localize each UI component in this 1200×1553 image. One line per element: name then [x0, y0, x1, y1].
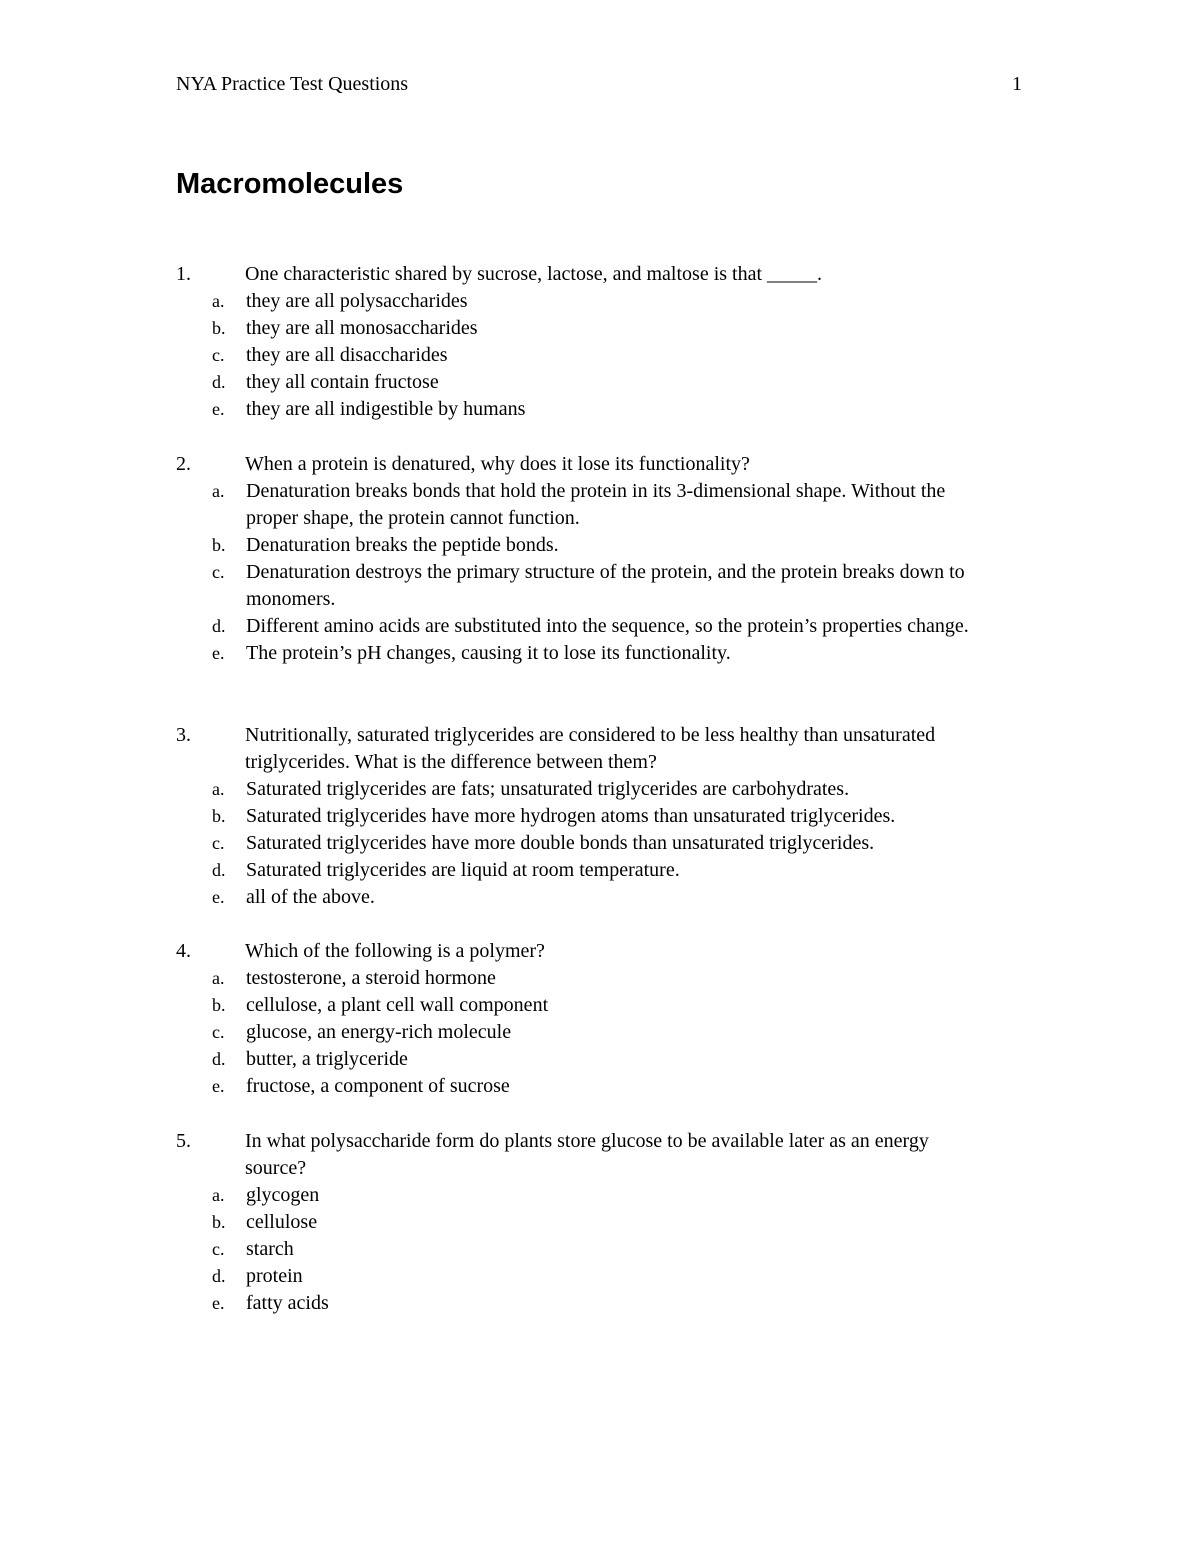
answer-option-d — [176, 857, 1036, 884]
question-text: Nutritionally, saturated triglycerides are considered to be less healthy than unsaturated triglycerides. What is the difference between them? — [245, 724, 936, 773]
question-stem — [176, 451, 1036, 478]
answer-option-b — [176, 1209, 1036, 1236]
answer-option-e — [176, 640, 1036, 667]
option-text: Saturated triglycerides have more double bonds than unsaturated triglycerides. — [246, 832, 875, 854]
option-text: Denaturation breaks the peptide bonds. — [246, 534, 559, 556]
option-letter: e. — [212, 399, 225, 419]
answer-option-d — [176, 1046, 1036, 1073]
option-text: they are all monosaccharides — [246, 317, 478, 339]
question-number: 5. — [176, 1130, 191, 1152]
option-letter: a. — [212, 291, 225, 311]
option-letter: d. — [212, 1049, 226, 1069]
answer-option-a — [176, 478, 1036, 532]
option-text: fructose, a component of sucrose — [246, 1075, 510, 1097]
question-2 — [176, 451, 1036, 667]
option-letter: a. — [212, 968, 225, 988]
question-4 — [176, 938, 1036, 1100]
answer-option-b — [176, 803, 1036, 830]
option-text: Saturated triglycerides have more hydrogen atoms than unsaturated triglycerides. — [246, 805, 896, 827]
question-number: 4. — [176, 940, 191, 962]
option-text: glycogen — [246, 1184, 320, 1206]
answer-option-b — [176, 532, 1036, 559]
question-5 — [176, 1128, 1036, 1317]
option-text: protein — [246, 1265, 303, 1287]
option-letter: d. — [212, 616, 226, 636]
option-letter: b. — [212, 806, 226, 826]
option-letter: b. — [212, 535, 226, 555]
answer-option-e — [176, 884, 1036, 911]
option-text: butter, a triglyceride — [246, 1048, 408, 1070]
option-text: cellulose, a plant cell wall component — [246, 994, 549, 1016]
option-text: Saturated triglycerides are liquid at room temperature. — [246, 859, 680, 881]
option-letter: a. — [212, 481, 225, 501]
option-text: they are all indigestible by humans — [246, 398, 526, 420]
question-1 — [176, 261, 1036, 423]
option-letter: d. — [212, 372, 226, 392]
section-title: Macromolecules — [176, 168, 404, 200]
option-letter: e. — [212, 1293, 225, 1313]
option-letter: c. — [212, 833, 225, 853]
answer-option-b — [176, 992, 1036, 1019]
question-number: 1. — [176, 263, 191, 285]
option-letter: a. — [212, 1185, 225, 1205]
option-letter: e. — [212, 887, 225, 907]
answer-option-b — [176, 315, 1036, 342]
option-text: starch — [246, 1238, 294, 1260]
answer-option-e — [176, 396, 1036, 423]
option-text: all of the above. — [246, 886, 375, 908]
answer-option-c — [176, 1236, 1036, 1263]
answer-option-d — [176, 613, 1036, 640]
answer-option-c — [176, 830, 1036, 857]
answer-option-c — [176, 559, 1036, 613]
option-text: they are all disaccharides — [246, 344, 448, 366]
question-text: In what polysaccharide form do plants store glucose to be available later as an energy source? — [245, 1130, 929, 1179]
option-text: testosterone, a steroid hormone — [246, 967, 496, 989]
option-letter: e. — [212, 643, 225, 663]
answer-option-e — [176, 1290, 1036, 1317]
option-text: glucose, an energy-rich molecule — [246, 1021, 512, 1043]
answer-option-c — [176, 1019, 1036, 1046]
option-text: Saturated triglycerides are fats; unsaturated triglycerides are carbohydrates. — [246, 778, 850, 800]
option-letter: c. — [212, 562, 225, 582]
option-letter: b. — [212, 995, 226, 1015]
page-header-title: NYA Practice Test Questions — [176, 73, 409, 95]
option-letter: b. — [212, 318, 226, 338]
option-text: cellulose — [246, 1211, 318, 1233]
option-text: fatty acids — [246, 1292, 329, 1314]
option-letter: c. — [212, 1022, 225, 1042]
page-number: 1 — [1012, 73, 1022, 95]
option-letter: b. — [212, 1212, 226, 1232]
answer-option-c — [176, 342, 1036, 369]
question-3 — [176, 722, 1036, 911]
option-letter: e. — [212, 1076, 225, 1096]
answer-option-a — [176, 776, 1036, 803]
option-text: The protein’s pH changes, causing it to lose its functionality. — [246, 642, 731, 664]
option-letter: c. — [212, 345, 225, 365]
option-text: they all contain fructose — [246, 371, 439, 393]
question-stem — [176, 938, 1036, 965]
question-number: 3. — [176, 724, 191, 746]
answer-option-d — [176, 369, 1036, 396]
question-text: Which of the following is a polymer? — [245, 940, 545, 962]
option-letter: c. — [212, 1239, 225, 1259]
option-letter: a. — [212, 779, 225, 799]
option-text: Denaturation breaks bonds that hold the protein in its 3-dimensional shape. Without the proper shape, the protein cannot function. — [246, 480, 946, 529]
option-text: Different amino acids are substituted into the sequence, so the protein’s properties change. — [246, 615, 969, 637]
answer-option-d — [176, 1263, 1036, 1290]
question-stem — [176, 722, 1036, 776]
answer-option-a — [176, 965, 1036, 992]
question-stem — [176, 1128, 1036, 1182]
option-letter: d. — [212, 1266, 226, 1286]
answer-option-a — [176, 288, 1036, 315]
question-text: One characteristic shared by sucrose, lactose, and maltose is that _____. — [245, 263, 823, 285]
option-text: Denaturation destroys the primary structure of the protein, and the protein breaks down to monomers. — [246, 561, 965, 610]
question-stem — [176, 261, 1036, 288]
option-letter: d. — [212, 860, 226, 880]
answer-option-e — [176, 1073, 1036, 1100]
answer-option-a — [176, 1182, 1036, 1209]
question-number: 2. — [176, 453, 191, 475]
option-text: they are all polysaccharides — [246, 290, 468, 312]
question-text: When a protein is denatured, why does it lose its functionality? — [245, 453, 750, 475]
